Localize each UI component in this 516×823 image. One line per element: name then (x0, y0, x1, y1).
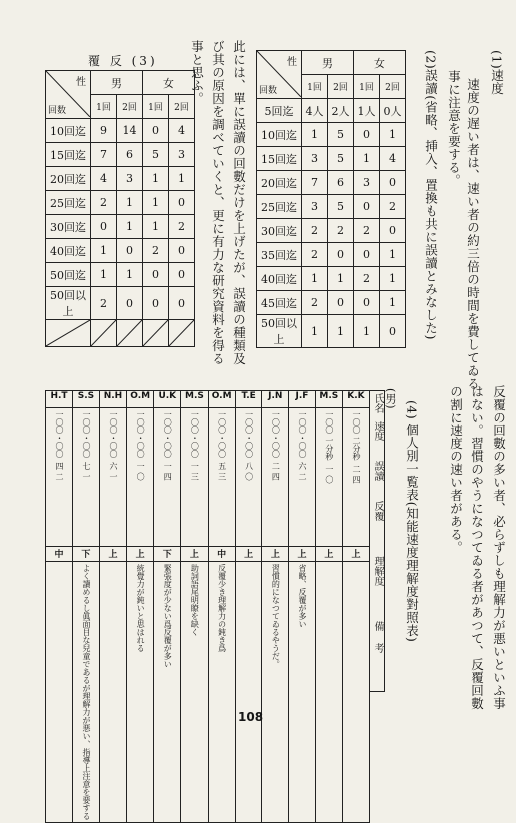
table-cell: 1 (380, 243, 406, 267)
speed-cell-text: 一〇〇・〇〇 (81, 410, 91, 458)
person-name-text: O.M (130, 391, 151, 401)
repeat-table (45, 70, 195, 347)
comprehension-cell-text: 上 (270, 550, 280, 560)
table-cell: 0 (380, 171, 406, 195)
table-cell: 1 (169, 167, 195, 191)
misread-paragraph-3: 事と思ふ。 (189, 40, 205, 105)
comprehension-cell-text: 上 (244, 550, 254, 560)
row-label: 25回迄 (257, 195, 302, 219)
row-label: 50回迄 (46, 263, 91, 287)
speed-cell-text: 一〇〇 二分秒 (351, 410, 361, 461)
table-cell: 1人 (354, 99, 380, 123)
note-cell (99, 562, 126, 823)
table-cell: 5 (143, 143, 169, 167)
table-cell: 3 (117, 167, 143, 191)
table-cell: 1 (380, 123, 406, 147)
sub-header: 2回 (328, 75, 354, 99)
table-cell: 2 (328, 219, 354, 243)
misread-table (256, 50, 406, 348)
table-cell: 1 (328, 267, 354, 291)
table-cell: 2 (302, 243, 328, 267)
person-name (289, 391, 316, 408)
bottom-header-column (370, 390, 385, 692)
person-name (315, 391, 342, 408)
table-row (46, 215, 195, 239)
table-cell: 0 (354, 123, 380, 147)
table-cell: 1 (380, 291, 406, 315)
table-cell: 4 (91, 167, 117, 191)
person-name-text: H.T (50, 391, 68, 401)
table-cell: 0 (143, 119, 169, 143)
speed-cell-text: 一〇〇・〇〇 (108, 410, 118, 458)
row-label: 35回迄 (257, 243, 302, 267)
row-label: 15回迄 (46, 143, 91, 167)
table-cell: 2 (302, 291, 328, 315)
empty-cell (46, 320, 91, 347)
comprehension-cell (181, 547, 208, 562)
table-row (257, 99, 406, 123)
empty-row (46, 320, 195, 347)
misread-paragraph-2: び其の原因を調べていくと、更に有力な研究資料を得る (210, 40, 226, 365)
speed-cell (315, 408, 342, 547)
table-cell: 1 (117, 263, 143, 287)
speed-cell-text: 一〇〇・〇〇 (136, 410, 146, 458)
sub-header: 2回 (169, 95, 195, 119)
table-cell: 1 (354, 147, 380, 171)
notes-row (46, 562, 370, 823)
table-row (257, 219, 406, 243)
note-cell-text: 緊張度が少ない爲反覆が多い (163, 564, 173, 668)
table-cell: 1 (117, 191, 143, 215)
table-row (257, 123, 406, 147)
male-label: (男) (384, 388, 397, 410)
repeat-counts: 一 〇 (136, 462, 146, 481)
table-cell: 6 (117, 143, 143, 167)
comprehension-cell (208, 547, 235, 562)
table-cell: 0 (169, 263, 195, 287)
table-cell: 0 (169, 191, 195, 215)
table-row (46, 287, 195, 320)
row-label: 20回迄 (257, 171, 302, 195)
table-cell: 0 (380, 219, 406, 243)
notes-header: 備考 (372, 621, 383, 665)
table-cell: 6 (328, 171, 354, 195)
comprehension-cell (289, 547, 316, 562)
misread-header: 誤讀 (372, 461, 383, 481)
person-name (99, 391, 126, 408)
row-label: 15回迄 (257, 147, 302, 171)
comprehension-cell-text: 下 (81, 550, 91, 560)
table-cell: 2人 (328, 99, 354, 123)
corner-sex-label: 性 (76, 77, 86, 88)
row-label: 10回迄 (46, 119, 91, 143)
row-label: 45回迄 (257, 291, 302, 315)
note-cell-text: よく讀めるし眞面目な兒童であるが理解力が悪い、指導上注意を要する (81, 564, 91, 820)
note-cell (262, 562, 289, 823)
person-name-text: T.E (241, 391, 256, 401)
table-row (257, 147, 406, 171)
section-2-heading: (2)誤讀(省略、挿入、置換も共に誤讀とみなした) (423, 50, 439, 340)
table-cell: 4 (169, 119, 195, 143)
comprehension-cell (154, 547, 181, 562)
speed-cell (99, 408, 126, 547)
person-name (342, 391, 369, 408)
repeat-counts: 二 四 (351, 464, 361, 484)
table-cell: 0 (354, 291, 380, 315)
table-corner (46, 71, 91, 119)
table-cell: 1 (91, 263, 117, 287)
person-name-text: M.S (184, 391, 204, 401)
repeat-counts: 五 三 (217, 462, 227, 481)
person-name (127, 391, 154, 408)
comprehension-cell-text: 上 (108, 550, 118, 560)
table-cell: 0 (354, 195, 380, 219)
person-name-text: U.K (158, 391, 177, 401)
speed-cell (72, 408, 99, 547)
data-row (46, 408, 370, 547)
table-cell: 2 (354, 219, 380, 243)
repeat-paragraph-3: の割に速度の速い者がある。 (448, 385, 464, 554)
comprehension-cell (235, 547, 262, 562)
person-name-text: O.M (211, 391, 232, 401)
note-cell (181, 562, 208, 823)
row-label: 5回迄 (257, 99, 302, 123)
note-cell (342, 562, 369, 823)
comprehension-header: 理解度 (372, 556, 383, 586)
speed-cell-text: 一〇〇・〇〇 (297, 410, 307, 458)
speed-cell-text: 一〇〇 一分秒 (324, 410, 334, 461)
note-cell-text: 反覆少き理解力の鈍き爲 (217, 564, 227, 652)
note-cell (208, 562, 235, 823)
corner-count-label: 回数 (48, 106, 67, 116)
repeat-paragraph: 反覆の回數の多い者、必らずしも理解力が悪いといふ事 (491, 385, 507, 710)
table-cell: 4 (380, 147, 406, 171)
table-row (257, 243, 406, 267)
speed-cell (181, 408, 208, 547)
speed-cell (154, 408, 181, 547)
speed-cell-text: 一〇〇・〇〇 (244, 410, 254, 458)
comprehension-cell (72, 547, 99, 562)
row-label: 40回迄 (46, 239, 91, 263)
sub-header: 1回 (354, 75, 380, 99)
note-cell-text: 習慣的になつてゐるやうだ。 (271, 564, 281, 668)
note-cell (46, 562, 73, 823)
row-label: 25回迄 (46, 191, 91, 215)
table-row (257, 267, 406, 291)
speed-cell (46, 408, 73, 547)
table-cell: 0 (117, 287, 143, 320)
table-row (46, 167, 195, 191)
table-cell: 2 (302, 219, 328, 243)
row-label: 30回迄 (46, 215, 91, 239)
table-cell: 1 (91, 239, 117, 263)
table-cell: 1 (143, 191, 169, 215)
comprehension-cell-text: 下 (162, 550, 172, 560)
repeat-counts: 六 二 (297, 462, 307, 481)
speed-cell-text: 一〇〇・〇〇 (271, 410, 281, 458)
table-cell: 5 (328, 195, 354, 219)
repeat-counts: 二 四 (271, 462, 281, 481)
male-header: 男 (91, 71, 143, 95)
table-cell: 7 (302, 171, 328, 195)
table-cell: 4人 (302, 99, 328, 123)
table-row (257, 195, 406, 219)
table-row (257, 171, 406, 195)
repeat-counts: 一 三 (190, 462, 200, 481)
table-row (257, 315, 406, 348)
table-cell: 0 (354, 243, 380, 267)
table-cell: 3 (302, 147, 328, 171)
sub-header: 1回 (91, 95, 117, 119)
person-name-text: N.H (103, 391, 123, 401)
table-row (46, 143, 195, 167)
person-name (262, 391, 289, 408)
table-cell: 0人 (380, 99, 406, 123)
comprehension-cell-text: 上 (324, 550, 334, 560)
table-cell: 1 (354, 315, 380, 348)
person-name-text: M.S (319, 391, 339, 401)
speed-paragraph: 速度の遅い者は、速い者の約三倍の時間を費してゐる (465, 78, 481, 390)
table-cell: 7 (91, 143, 117, 167)
sub-header: 1回 (302, 75, 328, 99)
table-cell: 0 (143, 263, 169, 287)
empty-cell (169, 320, 195, 347)
corner-count-label: 回数 (259, 86, 278, 96)
table-row (46, 119, 195, 143)
speed-cell (262, 408, 289, 547)
person-name (181, 391, 208, 408)
note-cell (154, 562, 181, 823)
male-header: 男 (302, 51, 354, 75)
row-label: 20回迄 (46, 167, 91, 191)
individual-table (45, 390, 370, 823)
table-cell: 2 (169, 215, 195, 239)
table-cell: 3 (354, 171, 380, 195)
comprehension-cell (262, 547, 289, 562)
table-cell: 3 (169, 143, 195, 167)
table-cell: 0 (117, 239, 143, 263)
note-cell (127, 562, 154, 823)
table-cell: 14 (117, 119, 143, 143)
table-row (257, 291, 406, 315)
person-name (154, 391, 181, 408)
repeat-counts: 八 〇 (244, 462, 254, 481)
table-cell: 9 (91, 119, 117, 143)
table-cell: 0 (169, 239, 195, 263)
table-cell: 0 (380, 315, 406, 348)
repeat-paragraph-2: はない。習慣のやうになつてゐる者があつて、反覆回數 (469, 385, 485, 710)
comprehension-cell-text: 上 (135, 550, 145, 560)
table-cell: 1 (143, 215, 169, 239)
table-row (46, 191, 195, 215)
repeat-counts: 一 四 (163, 462, 173, 481)
comprehension-cell-text: 中 (217, 550, 227, 560)
misread-paragraph: 此には、單に誤讀の回數だけを上げたが、誤讀の種類及 (231, 40, 247, 365)
table-row (46, 263, 195, 287)
comprehension-cell-text: 上 (351, 550, 361, 560)
table-cell: 1 (143, 167, 169, 191)
sub-header: 1回 (143, 95, 169, 119)
note-cell (289, 562, 316, 823)
speed-cell (289, 408, 316, 547)
comprehension-cell (99, 547, 126, 562)
repeat-table-title: 覆 反 (3) (88, 54, 158, 68)
empty-cell (117, 320, 143, 347)
speed-paragraph-end: 事に注意を要する。 (446, 70, 462, 187)
note-cell-text: 助詞語尾明瞭を缺く (190, 564, 200, 636)
sub-header: 2回 (117, 95, 143, 119)
table-cell: 5 (328, 123, 354, 147)
table-cell: 2 (91, 287, 117, 320)
table-cell: 1 (117, 215, 143, 239)
table-cell: 0 (91, 215, 117, 239)
note-cell (315, 562, 342, 823)
person-name (72, 391, 99, 408)
note-cell-text: 統覺力が鈍いと思はれる (136, 564, 146, 652)
table-cell: 1 (302, 123, 328, 147)
table-cell: 5 (328, 147, 354, 171)
table-cell: 2 (380, 195, 406, 219)
person-name-text: J.N (268, 391, 283, 401)
repeat-counts: 七 一 (81, 462, 91, 481)
table-cell: 1 (380, 267, 406, 291)
person-name-text: S.S (77, 391, 95, 401)
comprehension-row (46, 547, 370, 562)
comprehension-cell (127, 547, 154, 562)
table-row (46, 239, 195, 263)
table-cell: 0 (328, 243, 354, 267)
table-cell: 1 (302, 315, 328, 348)
table-cell: 1 (328, 315, 354, 348)
table-cell: 2 (91, 191, 117, 215)
section-1-heading: (1)速度 (489, 50, 505, 96)
speed-cell (208, 408, 235, 547)
row-label: 30回迄 (257, 219, 302, 243)
speed-cell-text: 一〇〇・〇〇 (217, 410, 227, 458)
row-label: 10回迄 (257, 123, 302, 147)
person-name (46, 391, 73, 408)
repeat-counts: 一 〇 (324, 464, 334, 484)
table-cell: 2 (143, 239, 169, 263)
speed-cell (127, 408, 154, 547)
table-cell: 2 (354, 267, 380, 291)
comprehension-cell-text: 中 (54, 550, 64, 560)
note-cell-text: 省略、反覆が多い (297, 564, 307, 628)
table-cell: 0 (169, 287, 195, 320)
female-header: 女 (143, 71, 195, 95)
empty-cell (91, 320, 117, 347)
name-header: 氏名 (372, 393, 383, 413)
person-name (235, 391, 262, 408)
table-corner (257, 51, 302, 99)
person-name (208, 391, 235, 408)
table-cell: 1 (302, 267, 328, 291)
speed-cell (235, 408, 262, 547)
row-label: 40回迄 (257, 267, 302, 291)
speed-cell-text: 一〇〇・〇〇 (163, 410, 173, 458)
repeat-counts: 四 二 (54, 462, 64, 481)
table-cell: 0 (143, 287, 169, 320)
comprehension-cell-text: 上 (297, 550, 307, 560)
comprehension-cell (342, 547, 369, 562)
row-label: 50回以上 (46, 287, 91, 320)
person-name-text: J.F (295, 391, 309, 401)
name-row (46, 391, 370, 408)
table-cell: 0 (328, 291, 354, 315)
speed-cell-text: 一〇〇・〇〇 (190, 410, 200, 458)
repeat-counts: 六 一 (108, 462, 118, 481)
female-header: 女 (354, 51, 406, 75)
table-cell: 3 (302, 195, 328, 219)
comprehension-cell (46, 547, 73, 562)
page-number: 108 (238, 710, 264, 724)
note-cell (72, 562, 99, 823)
comprehension-cell-text: 上 (189, 550, 199, 560)
speed-cell (342, 408, 369, 547)
empty-cell (143, 320, 169, 347)
row-label: 50回以上 (257, 315, 302, 348)
section-4-heading: (4) 個人別一覧表(知能速度理解度對照表) (404, 400, 420, 643)
sub-header: 2回 (380, 75, 406, 99)
speed-header: 速度 (372, 421, 383, 441)
speed-cell-text: 一〇〇・〇〇 (54, 410, 64, 458)
comprehension-cell (315, 547, 342, 562)
note-cell (235, 562, 262, 823)
corner-sex-label: 性 (287, 57, 297, 68)
person-name-text: K.K (347, 391, 365, 401)
repeat-header: 反覆 (372, 501, 383, 521)
